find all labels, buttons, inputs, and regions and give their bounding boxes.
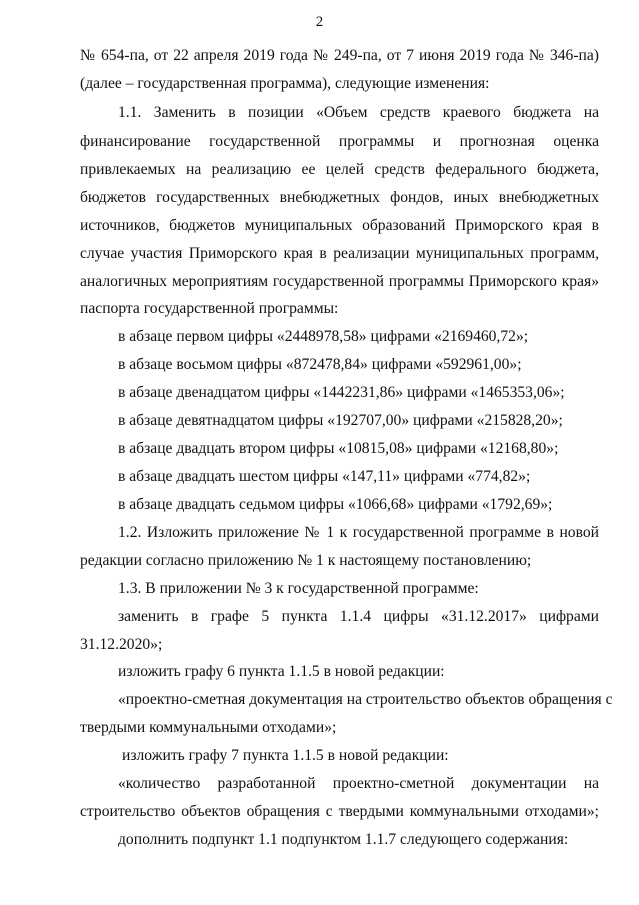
text-line: привлекаемых на реализацию ее целей средств федерального бюджета, [80,161,599,178]
text-line: заменить в графе 5 пункта 1.1.4 цифры «31.12.2017» цифрами [118,608,599,625]
text-line: паспорта государственной программы: [80,300,339,317]
text-line: в абзаце двадцать седьмом цифры «1066,68» цифрами «1792,69»; [118,496,553,513]
text-line: в абзаце двенадцатом цифры «1442231,86» цифрами «1465353,06»; [118,384,565,401]
text-line: в абзаце двадцать втором цифры «10815,08» цифрами «12168,80»; [118,440,559,457]
text-line: дополнить подпункт 1.1 подпунктом 1.1.7 следующего содержания: [118,831,569,848]
text-line: случае участия Приморского края в реализации муниципальных программ, [80,245,599,262]
text-line: в абзаце первом цифры «2448978,58» цифрами «2169460,72»; [118,328,529,345]
text-line: твердыми коммунальными отходами»; [80,719,337,736]
text-line: финансирование государственной программы и прогнозная оценка [80,133,599,150]
text-line: № 654-па, от 22 апреля 2019 года № 249-па, от 7 июня 2019 года № 346-па) [80,47,599,64]
text-line: строительство объектов обращения с твердыми коммунальными отходами»; [80,803,599,820]
text-line: 1.2. Изложить приложение № 1 к государственной программе в новой [118,524,599,541]
text-line: «количество разработанной проектно-сметной документации на [118,775,599,792]
text-line: в абзаце девятнадцатом цифры «192707,00» цифрами «215828,20»; [118,412,563,429]
text-line: «проектно-сметная документация на строительство объектов обращения с [118,691,613,708]
text-line: 1.1. Заменить в позиции «Объем средств краевого бюджета на [118,104,599,121]
text-line: изложить графу 6 пункта 1.1.5 в новой редакции: [118,663,445,680]
text-line: изложить графу 7 пункта 1.1.5 в новой редакции: [122,747,449,764]
text-line: в абзаце восьмом цифры «872478,84» цифрами «592961,00»; [118,356,522,373]
text-line: редакции согласно приложению № 1 к настоящему постановлению; [80,552,532,569]
text-line: источников, бюджетов муниципальных образований Приморского края в [80,217,599,234]
text-line: 31.12.2020»; [80,636,163,653]
text-line: аналогичных мероприятиям государственной программы Приморского края» [80,273,599,290]
page-number: 2 [315,14,324,30]
text-line: (далее – государственная программа), следующие изменения: [80,75,490,92]
text-line: 1.3. В приложении № 3 к государственной программе: [118,580,479,597]
text-line: в абзаце двадцать шестом цифры «147,11» цифрами «774,82»; [118,468,531,485]
text-line: бюджетов государственных внебюджетных фондов, иных внебюджетных [80,189,599,206]
